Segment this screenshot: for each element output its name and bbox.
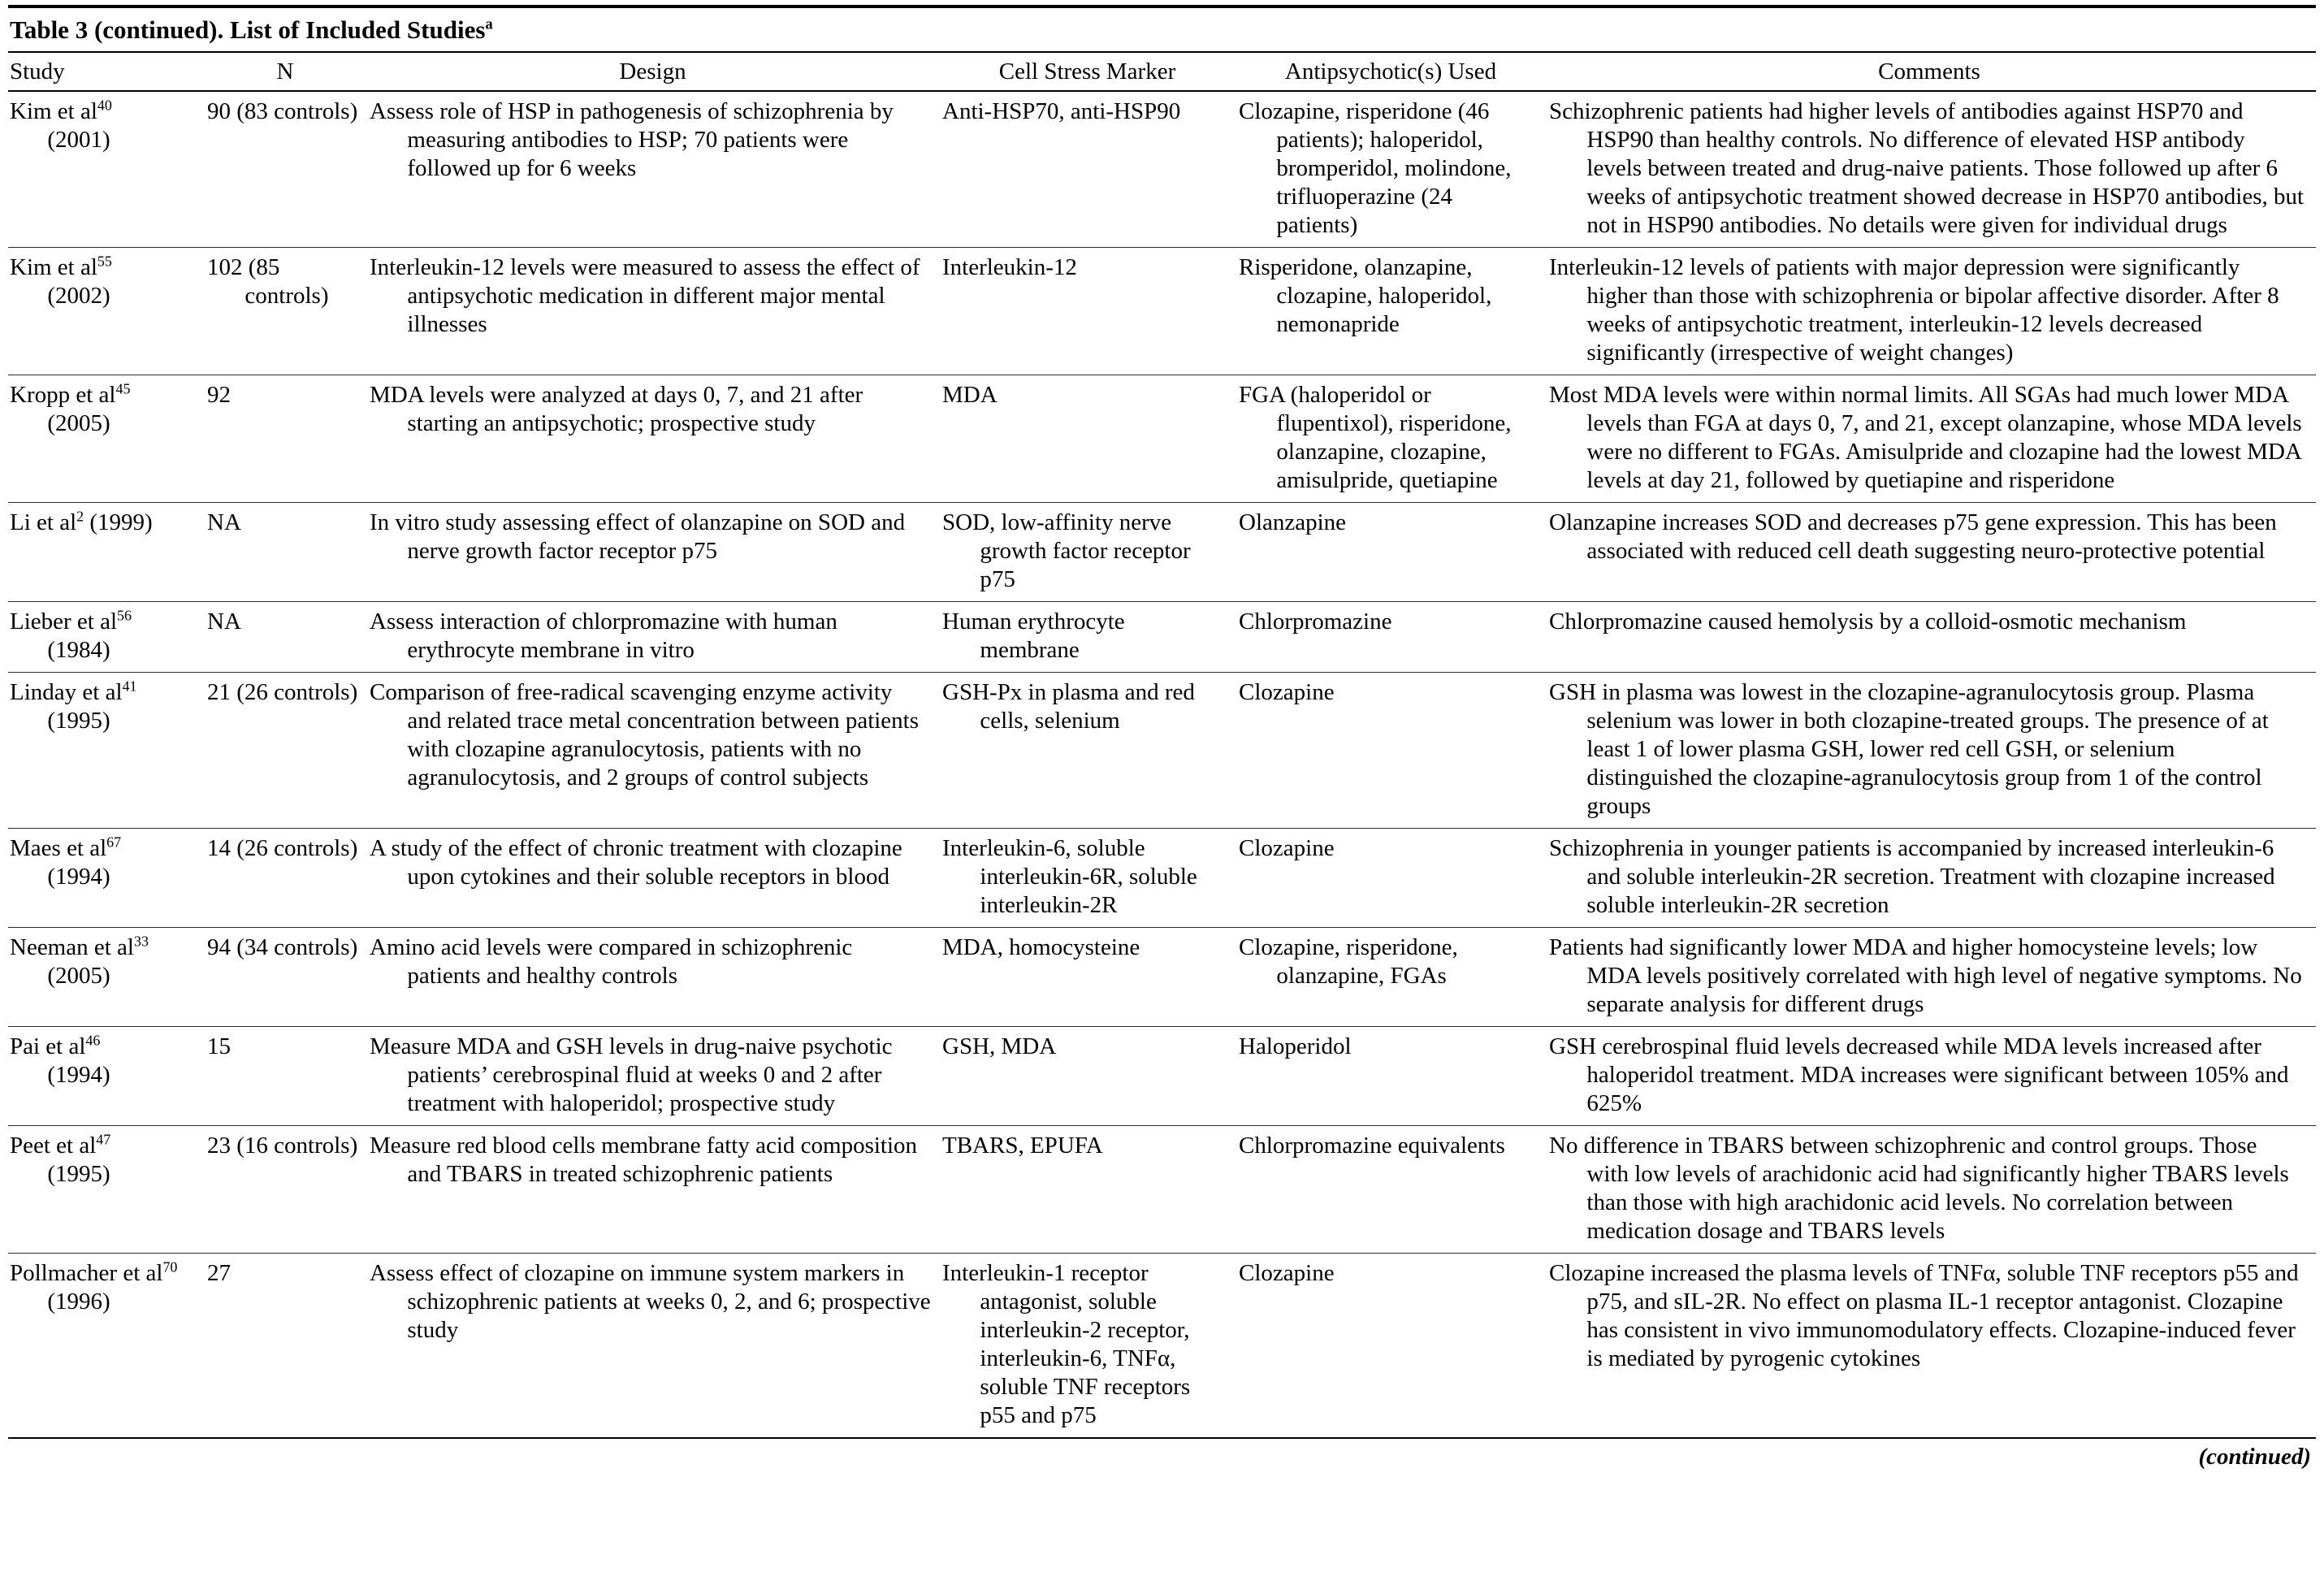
table-title-text: Table 3 (continued). List of Included Studies [10,15,486,44]
design-cell-text: Assess effect of clozapine on immune system markers in schizophrenic patients at weeks 0, 2, and 6; prospective study [370,1260,931,1343]
column-header-design: Design [370,53,942,91]
comments-cell-text: Patients had significantly lower MDA and higher homocysteine levels; low MDA levels positively correlated with high level of negative symptoms. No separate analysis for different drugs [1549,934,2302,1017]
antipsychotics-used-cell [1239,375,1549,503]
comments-cell [1549,375,2316,503]
cell-stress-marker-cell [942,829,1239,928]
reference-superscript: 56 [117,607,132,624]
n-cell [207,248,370,375]
table-row [8,928,2316,1027]
antipsychotics-used-cell [1239,673,1549,829]
antipsychotics-used-cell [1239,602,1549,673]
table-row [8,1254,2316,1439]
reference-superscript: 70 [162,1258,178,1276]
n-cell [207,673,370,829]
antipsychotics-used-cell [1239,928,1549,1027]
reference-superscript: 41 [122,678,137,695]
table-row [8,673,2316,829]
n-cell [207,1254,370,1439]
table-row [8,248,2316,375]
table-header [8,53,2316,91]
design-cell-text: In vitro study assessing effect of olanzapine on SOD and nerve growth factor receptor p75 [370,509,906,564]
comments-cell [1549,673,2316,829]
study-name: Li et $al^2$ (1999) [10,508,153,535]
cell-stress-marker-cell-text: MDA, homocysteine [942,934,1140,960]
study-year: (1995) [47,1161,110,1187]
column-header-study: Study [8,53,207,91]
antipsychotics-used-cell-text: Chlorpromazine [1239,609,1392,635]
comments-cell [1549,1126,2316,1254]
antipsychotics-used-cell [1239,1254,1549,1439]
reference-superscript: 67 [106,834,122,851]
design-cell-text: Measure MDA and GSH levels in drug-naive psychotic patients’ cerebrospinal fluid at weeks 0 and 2 after treatment with haloperidol; prospective study [370,1033,893,1116]
study-name: Lieber et $al^{56}$ [10,607,132,635]
comments-cell-text: Schizophrenic patients had higher levels of antibodies against HSP70 and HSP90 than healthy controls. No difference of elevated HSP antibody levels between treated and drug-naive patients. Those followed up after 6 weeks of antipsychotic treatment showed decrease in HSP70 antibodies, but not in HSP90 antibodies. No details were given for individual drugs [1549,98,2305,238]
table-row [8,503,2316,602]
design-cell [370,1254,942,1439]
cell-stress-marker-cell-text: GSH-Px in plasma and red cells, selenium [942,679,1195,734]
n-cell-text: 23 (16 controls) [207,1133,358,1159]
column-header-n: N [207,53,370,91]
antipsychotics-used-cell [1239,248,1549,375]
study-name: Kropp et $al^{45}$ [10,380,131,408]
cell-stress-marker-cell [942,1254,1239,1439]
cell-stress-marker-cell [942,503,1239,602]
cell-stress-marker-cell [942,1126,1239,1254]
comments-cell [1549,829,2316,928]
study-year: (1996) [47,1289,110,1315]
study-cell [8,503,207,602]
table-row [8,1126,2316,1254]
antipsychotics-used-cell-text: Risperidone, olanzapine, clozapine, haloperidol, nemonapride [1239,254,1492,337]
column-header-cell-stress-marker: Cell Stress Marker [942,53,1239,91]
table-title-footnote-marker: a [485,15,493,33]
study-year: (2002) [47,283,110,309]
comments-cell-text: No difference in TBARS between schizophrenic and control groups. Those with low levels of arachidonic acid had significantly higher TBARS levels than those with high arachidonic acid levels. No correlation between medication dosage and TBARS levels [1549,1133,2289,1244]
design-cell [370,673,942,829]
study-cell [8,248,207,375]
n-cell [207,602,370,673]
antipsychotics-used-cell [1239,829,1549,928]
study-name: Linday et $al^{41}$ [10,678,137,705]
study-year: (2005) [47,963,110,989]
design-cell [370,375,942,503]
study-name: Pai et $al^{46}$ [10,1032,101,1059]
cell-stress-marker-cell [942,91,1239,248]
cell-stress-marker-cell-text: Interleukin-1 receptor antagonist, soluble interleukin-2 receptor, interleukin-6, TNFα, soluble TNF receptors p55 and p75 [942,1260,1191,1428]
study-cell [8,1126,207,1254]
antipsychotics-used-cell-text: Clozapine, risperidone (46 patients); haloperidol, bromperidol, molindone, trifluoperazine (24 patients) [1239,98,1512,238]
table-title [8,8,2316,53]
study-year: (2005) [47,410,110,436]
included-studies-table [8,53,2316,1439]
antipsychotics-used-cell-text: Olanzapine [1239,509,1347,535]
column-header-antipsychotics-used: Antipsychotic(s) Used [1239,53,1549,91]
study-cell [8,829,207,928]
study-year: (1994) [47,1062,110,1088]
comments-cell [1549,1027,2316,1126]
antipsychotics-used-cell-text: Clozapine [1239,679,1335,705]
cell-stress-marker-cell-text: Interleukin-12 [942,254,1077,280]
table-row [8,375,2316,503]
n-cell [207,928,370,1027]
antipsychotics-used-cell-text: Clozapine [1239,1260,1335,1286]
comments-cell [1549,928,2316,1027]
n-cell-text: NA [207,509,241,535]
n-cell-text: NA [207,609,241,635]
design-cell [370,503,942,602]
study-name: Maes et $al^{67}$ [10,834,122,861]
cell-stress-marker-cell [942,673,1239,829]
table-body [8,91,2316,1438]
study-year: (2001) [47,127,110,153]
n-cell-text: 90 (83 controls) [207,98,358,124]
study-cell [8,91,207,248]
reference-superscript: 46 [85,1032,101,1049]
design-cell [370,91,942,248]
n-cell-text: 92 [207,382,231,408]
antipsychotics-used-cell-text: Haloperidol [1239,1033,1352,1059]
design-cell-text: Assess role of HSP in pathogenesis of schizophrenia by measuring antibodies to HSP; 70 patients were followed up for 6 weeks [370,98,894,181]
table-row [8,1027,2316,1126]
antipsychotics-used-cell [1239,503,1549,602]
cell-stress-marker-cell-text: Anti-HSP70, anti-HSP90 [942,98,1181,124]
n-cell [207,91,370,248]
design-cell [370,928,942,1027]
design-cell [370,248,942,375]
table-row [8,602,2316,673]
n-cell-text: 21 (26 controls) [207,679,358,705]
cell-stress-marker-cell [942,375,1239,503]
study-cell [8,928,207,1027]
reference-superscript: 2 [76,508,84,525]
comments-cell [1549,602,2316,673]
study-name: Kim et $al^{55}$ [10,253,112,280]
reference-superscript: 47 [96,1131,111,1148]
comments-cell [1549,503,2316,602]
continued-note: (continued) [2198,1444,2311,1470]
table-row [8,829,2316,928]
design-cell [370,1027,942,1126]
design-cell-text: Comparison of free-radical scavenging enzyme activity and related trace metal concentration between patients with clozapine agranulocytosis, patients with no agranulocytosis, and 2 groups of control subjects [370,679,920,791]
design-cell-text: Amino acid levels were compared in schizophrenic patients and healthy controls [370,934,853,989]
design-cell [370,1126,942,1254]
n-cell-text: 27 [207,1260,231,1286]
comments-cell-text: Most MDA levels were within normal limits. All SGAs had much lower MDA levels than FGA at days 0, 7, and 21, except olanzapine, whose MDA levels were no different to FGAs. Amisulpride and clozapine had the lowest MDA levels at day 21, followed by quetiapine and risperidone [1549,382,2302,493]
n-cell [207,829,370,928]
n-cell [207,1126,370,1254]
study-cell [8,1027,207,1126]
comments-cell-text: Clozapine increased the plasma levels of TNFα, soluble TNF receptors p55 and p75, and sIL-2R. No effect on plasma IL-1 receptor antagonist. Clozapine has consistent in vivo immunomodulatory effects. Clozapine-induced fever is mediated by pyrogenic cytokines [1549,1260,2299,1371]
design-cell-text: Assess interaction of chlorpromazine with human erythrocyte membrane in vitro [370,609,837,663]
comments-cell [1549,248,2316,375]
comments-cell-text: Olanzapine increases SOD and decreases p75 gene expression. This has been associated with reduced cell death suggesting neuro-protective potential [1549,509,2277,564]
cell-stress-marker-cell-text: SOD, low-affinity nerve growth factor receptor p75 [942,509,1191,592]
study-cell [8,673,207,829]
study-name: Kim et $al^{40}$ [10,97,112,124]
antipsychotics-used-cell-text: FGA (haloperidol or flupentixol), risperidone, olanzapine, clozapine, amisulpride, quetiapine [1239,382,1512,493]
comments-cell [1549,91,2316,248]
header-row [8,53,2316,91]
comments-cell-text: Schizophrenia in younger patients is accompanied by increased interleukin-6 and soluble interleukin-2R secretion. Treatment with clozapine increased soluble interleukin-2R secretion [1549,835,2275,918]
study-cell [8,1254,207,1439]
study-cell [8,602,207,673]
design-cell-text: Measure red blood cells membrane fatty acid composition and TBARS in treated schizophrenic patients [370,1133,918,1187]
n-cell-text: 15 [207,1033,231,1059]
comments-cell-text: GSH cerebrospinal fluid levels decreased while MDA levels increased after haloperidol treatment. MDA increases were significant between 105% and 625% [1549,1033,2289,1116]
study-name: Neeman et $al^{33}$ [10,933,149,960]
design-cell-text: Interleukin-12 levels were measured to assess the effect of antipsychotic medication in different major mental illnesses [370,254,920,337]
antipsychotics-used-cell-text: Chlorpromazine equivalents [1239,1133,1505,1159]
table-row [8,91,2316,248]
study-year: (1994) [47,864,110,890]
reference-superscript: 45 [115,380,131,397]
comments-cell-text: Interleukin-12 levels of patients with major depression were significantly higher than those with schizophrenia or bipolar affective disorder. After 8 weeks of antipsychotic treatment, interleukin-12 levels decreased significantly (irrespective of weight changes) [1549,254,2279,366]
cell-stress-marker-cell [942,248,1239,375]
n-cell-text: 94 (34 controls) [207,934,358,960]
cell-stress-marker-cell-text: GSH, MDA [942,1033,1057,1059]
design-cell [370,602,942,673]
n-cell-text: 102 (85 controls) [207,254,329,309]
design-cell-text: MDA levels were analyzed at days 0, 7, and 21 after starting an antipsychotic; prospective study [370,382,863,436]
n-cell [207,503,370,602]
cell-stress-marker-cell-text: Human erythrocyte membrane [942,609,1125,663]
antipsychotics-used-cell [1239,91,1549,248]
antipsychotics-used-cell-text: Clozapine [1239,835,1335,861]
antipsychotics-used-cell [1239,1126,1549,1254]
reference-superscript: 55 [97,253,112,270]
reference-superscript: 40 [97,97,112,114]
cell-stress-marker-cell [942,928,1239,1027]
cell-stress-marker-cell-text: MDA [942,382,998,408]
design-cell-text: A study of the effect of chronic treatment with clozapine upon cytokines and their soluble receptors in blood [370,835,902,890]
antipsychotics-used-cell [1239,1027,1549,1126]
cell-stress-marker-cell-text: Interleukin-6, soluble interleukin-6R, soluble interleukin-2R [942,835,1197,918]
comments-cell [1549,1254,2316,1439]
cell-stress-marker-cell-text: TBARS, EPUFA [942,1133,1103,1159]
comments-cell-text: GSH in plasma was lowest in the clozapine-agranulocytosis group. Plasma selenium was lower in both clozapine-treated groups. The presence of at least 1 of lower plasma GSH, lower red cell GSH, or selenium distinguished the clozapine-agranulocytosis group from 1 of the control groups [1549,679,2269,819]
column-header-comments: Comments [1549,53,2316,91]
comments-cell-text: Chlorpromazine caused hemolysis by a colloid-osmotic mechanism [1549,609,2187,635]
design-cell [370,829,942,928]
reference-superscript: 33 [133,933,149,950]
study-name: Pollmacher et $al^{70}$ [10,1258,178,1286]
n-cell [207,375,370,503]
n-cell [207,1027,370,1126]
study-cell [8,375,207,503]
study-year: (1984) [47,637,110,663]
antipsychotics-used-cell-text: Clozapine, risperidone, olanzapine, FGAs [1239,934,1458,989]
study-year: (1995) [47,708,110,734]
cell-stress-marker-cell [942,1027,1239,1126]
n-cell-text: 14 (26 controls) [207,835,358,861]
cell-stress-marker-cell [942,602,1239,673]
study-name: Peet et $al^{47}$ [10,1131,111,1159]
